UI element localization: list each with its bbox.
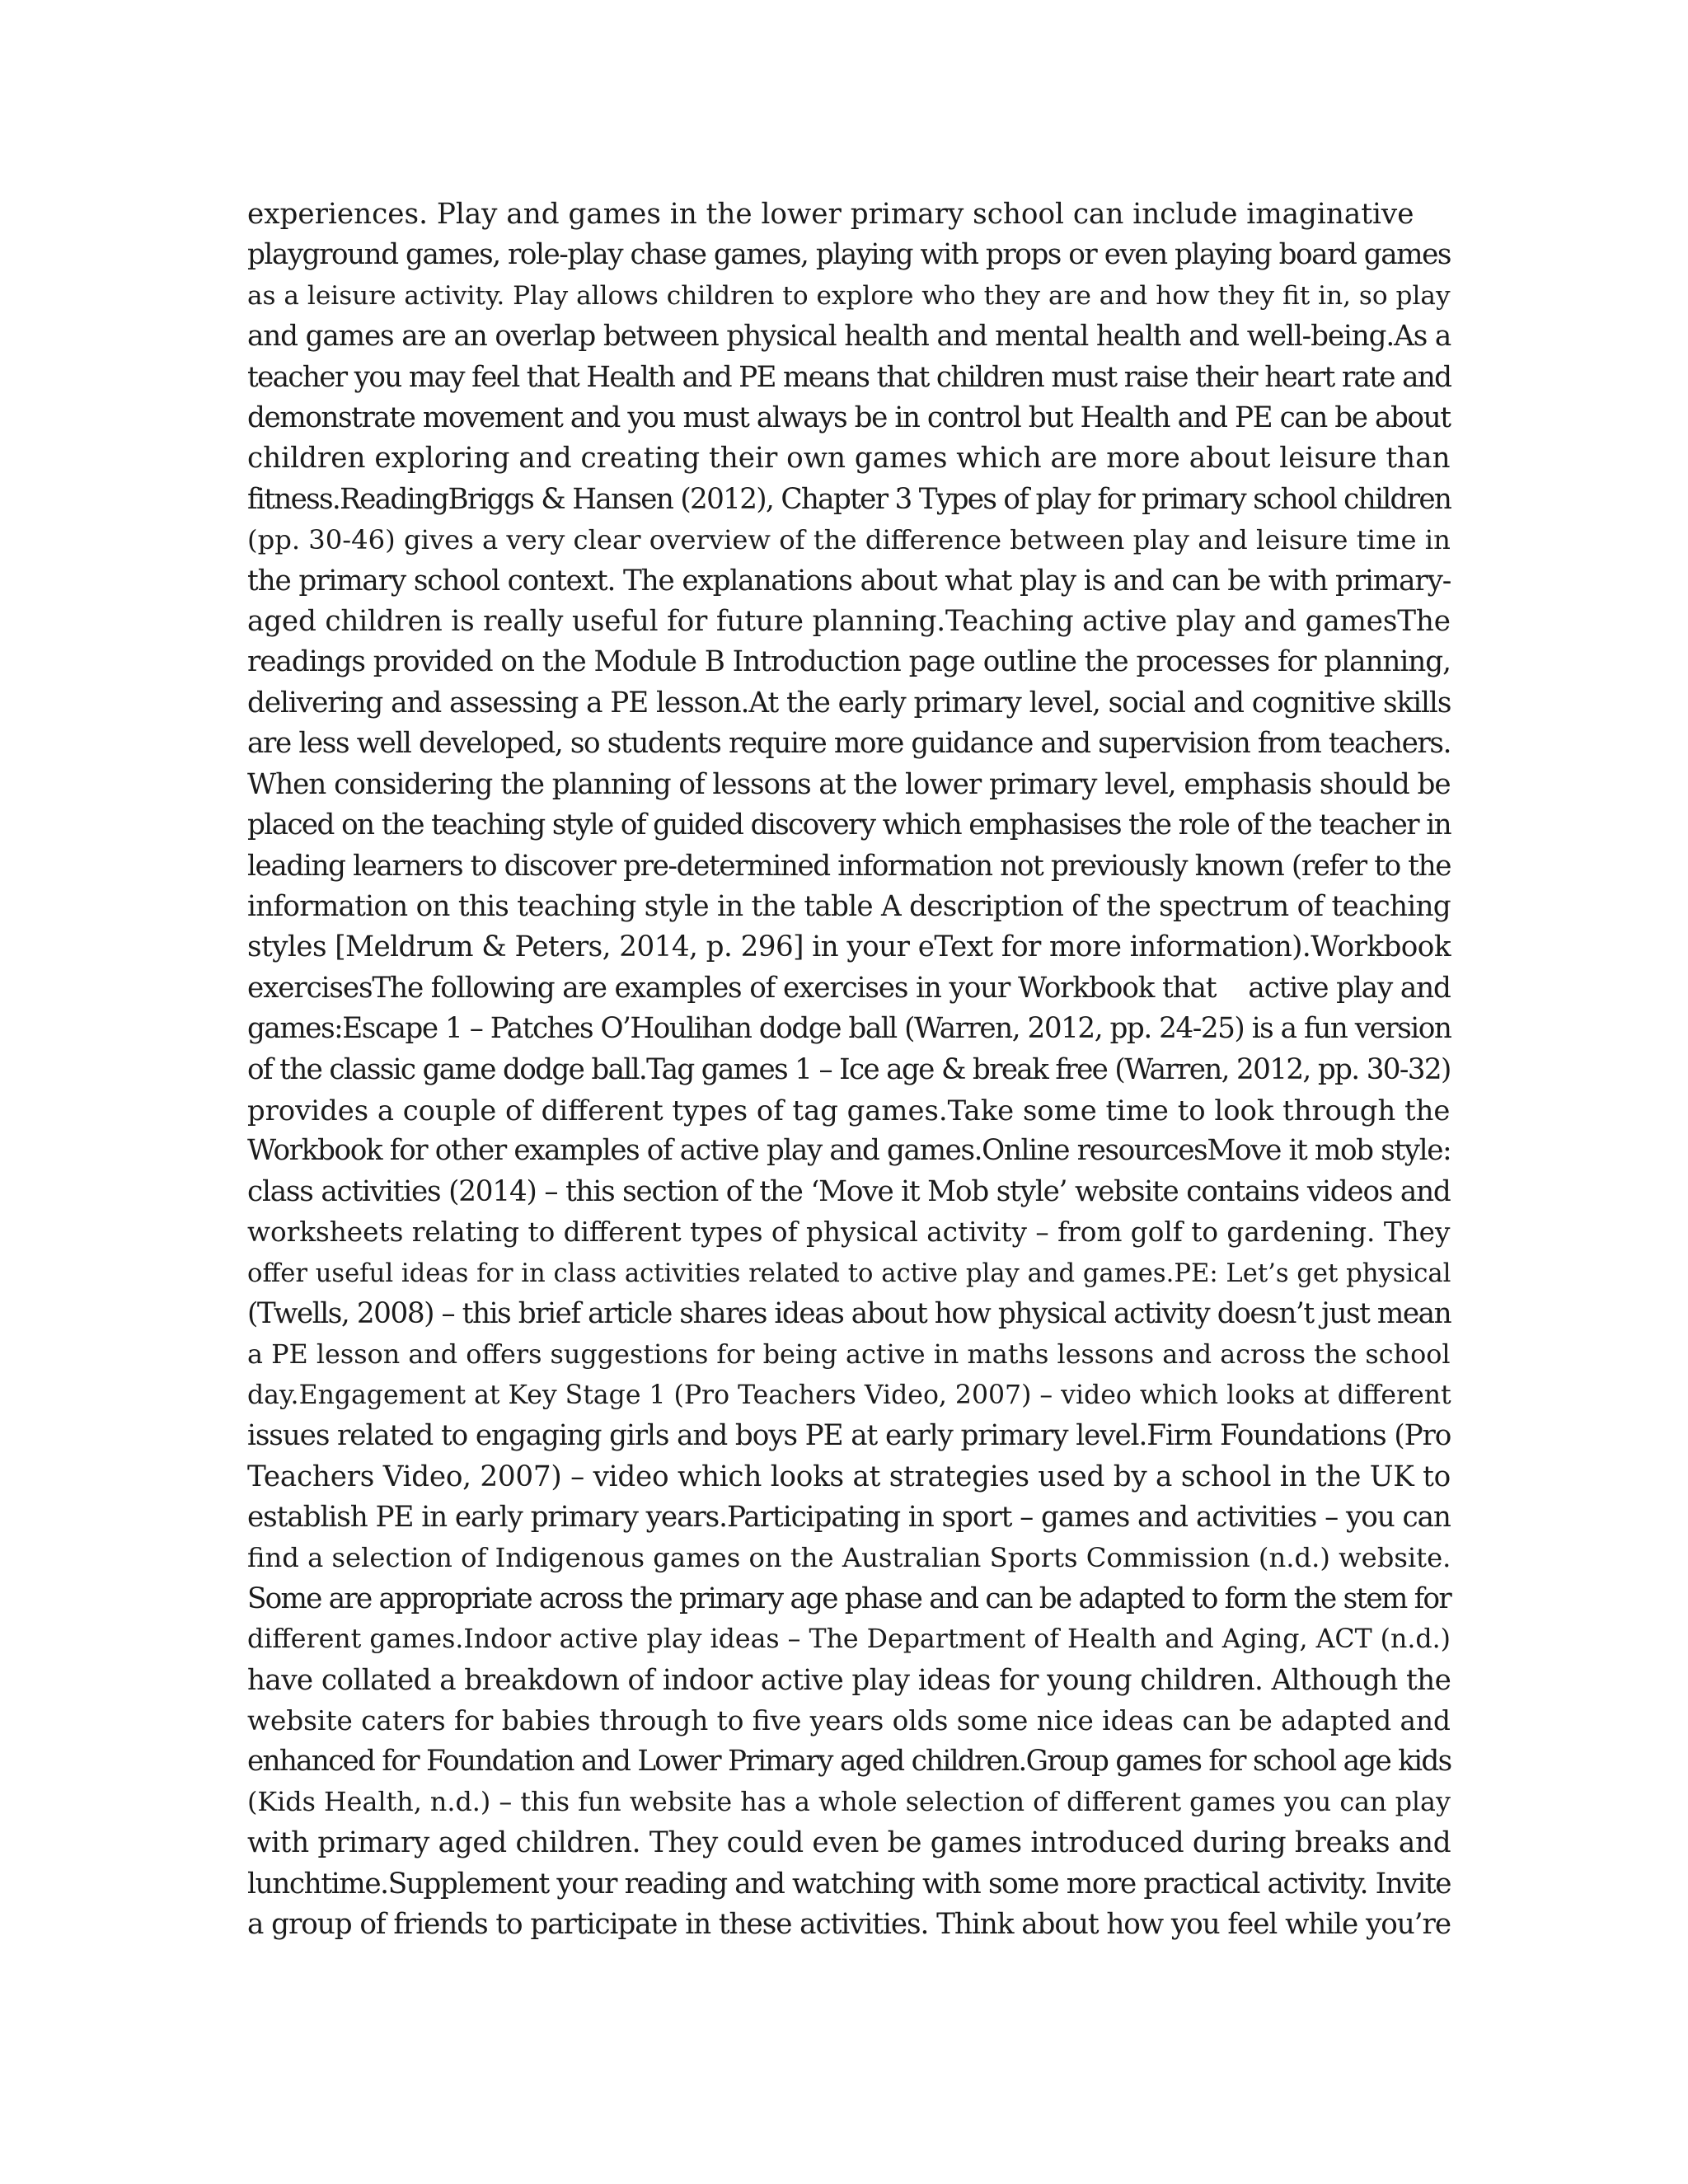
text-line: exercisesThe following are examples of exercises in your Workbook that active play and: [247, 971, 1451, 1005]
text-line: as a leisure activity. Play allows children to explore who they are and how they fit in, so play: [247, 280, 1451, 311]
text-line: Workbook for other examples of active play and games.Online resourcesMove it mob style:: [247, 1134, 1451, 1168]
text-line: Teachers Video, 2007) – video which looks at strategies used by a school in the UK to: [247, 1460, 1451, 1493]
text-line: (pp. 30-46) gives a very clear overview of the difference between play and leisure time in: [247, 524, 1451, 556]
text-line: Some are appropriate across the primary age phase and can be adapted to form the stem for: [247, 1582, 1451, 1615]
text-line: and games are an overlap between physical health and mental health and well-being.As a: [247, 320, 1451, 354]
text-line: class activities (2014) – this section of the ‘Move it Mob style’ website contains videos and: [247, 1174, 1451, 1208]
text-line: provides a couple of different types of tag games.Take some time to look through the: [247, 1094, 1451, 1127]
text-line: a PE lesson and offers suggestions for being active in maths lessons and across the school: [247, 1338, 1451, 1371]
body-text: [247, 194, 1451, 1945]
text-line: website caters for babies through to five years olds some nice ideas can be adapted and: [247, 1705, 1451, 1737]
text-line: are less well developed, so students require more guidance and supervision from teachers.: [247, 727, 1451, 761]
text-line: (Kids Health, n.d.) – this fun website has a whole selection of different games you can play: [247, 1787, 1451, 1817]
text-line: teacher you may feel that Health and PE means that children must raise their heart rate and: [247, 360, 1451, 394]
text-line: readings provided on the Module B Introduction page outline the processes for planning,: [247, 645, 1451, 679]
text-line: the primary school context. The explanations about what play is and can be with primary-: [247, 564, 1451, 598]
text-line: fitness.ReadingBriggs & Hansen (2012), Chapter 3 Types of play for primary school children: [247, 482, 1451, 516]
text-line: (Twells, 2008) – this brief article shares ideas about how physical activity doesn’t just mean: [247, 1296, 1451, 1330]
text-line: styles [Meldrum & Peters, 2014, p. 296] in your eText for more information).Workbook: [247, 930, 1451, 964]
text-line: find a selection of Indigenous games on the Australian Sports Commission (n.d.) website.: [247, 1542, 1451, 1574]
text-line: issues related to engaging girls and boys PE at early primary level.Firm Foundations (Pro: [247, 1419, 1451, 1453]
text-line: a group of friends to participate in these activities. Think about how you feel while you’re: [247, 1908, 1451, 1942]
text-line: demonstrate movement and you must always be in control but Health and PE can be about: [247, 401, 1451, 435]
text-line: games:Escape 1 – Patches O’Houlihan dodge ball (Warren, 2012, pp. 24-25) is a fun version: [247, 1012, 1451, 1046]
text-line: have collated a breakdown of indoor active play ideas for young children. Although the: [247, 1663, 1451, 1697]
text-line: children exploring and creating their own games which are more about leisure than: [247, 442, 1451, 476]
text-line: experiences. Play and games in the lower primary school can include imaginative: [247, 198, 1414, 231]
text-line: leading learners to discover pre-determined information not previously known (refer to the: [247, 849, 1451, 883]
text-line: When considering the planning of lessons at the lower primary level, emphasis should be: [247, 767, 1451, 801]
text-line: aged children is really useful for future planning.Teaching active play and gamesThe: [247, 605, 1451, 639]
text-line: information on this teaching style in the table A description of the spectrum of teaching: [247, 889, 1451, 923]
text-line: offer useful ideas for in class activities related to active play and games.PE: Let’s get physical: [247, 1258, 1451, 1288]
text-line: different games.Indoor active play ideas – The Department of Health and Aging, ACT (n.d.): [247, 1624, 1451, 1655]
text-line: worksheets relating to different types of physical activity – from golf to gardening. They: [247, 1216, 1451, 1249]
text-line: day.Engagement at Key Stage 1 (Pro Teachers Video, 2007) – video which looks at different: [247, 1380, 1451, 1410]
text-line: of the classic game dodge ball.Tag games 1 – Ice age & break free (Warren, 2012, pp. 30-32): [247, 1052, 1451, 1086]
text-line: establish PE in early primary years.Participating in sport – games and activities – you can: [247, 1501, 1451, 1534]
text-line: placed on the teaching style of guided discovery which emphasises the role of the teacher in: [247, 808, 1451, 842]
text-line: delivering and assessing a PE lesson.At the early primary level, social and cognitive skills: [247, 686, 1451, 719]
text-line: lunchtime.Supplement your reading and watching with some more practical activity. Invite: [247, 1867, 1451, 1900]
text-line: enhanced for Foundation and Lower Primary aged children.Group games for school age kids: [247, 1745, 1451, 1779]
text-line: with primary aged children. They could even be games introduced during breaks and: [247, 1826, 1451, 1860]
text-line: playground games, role-play chase games, playing with props or even playing board games: [247, 238, 1451, 272]
